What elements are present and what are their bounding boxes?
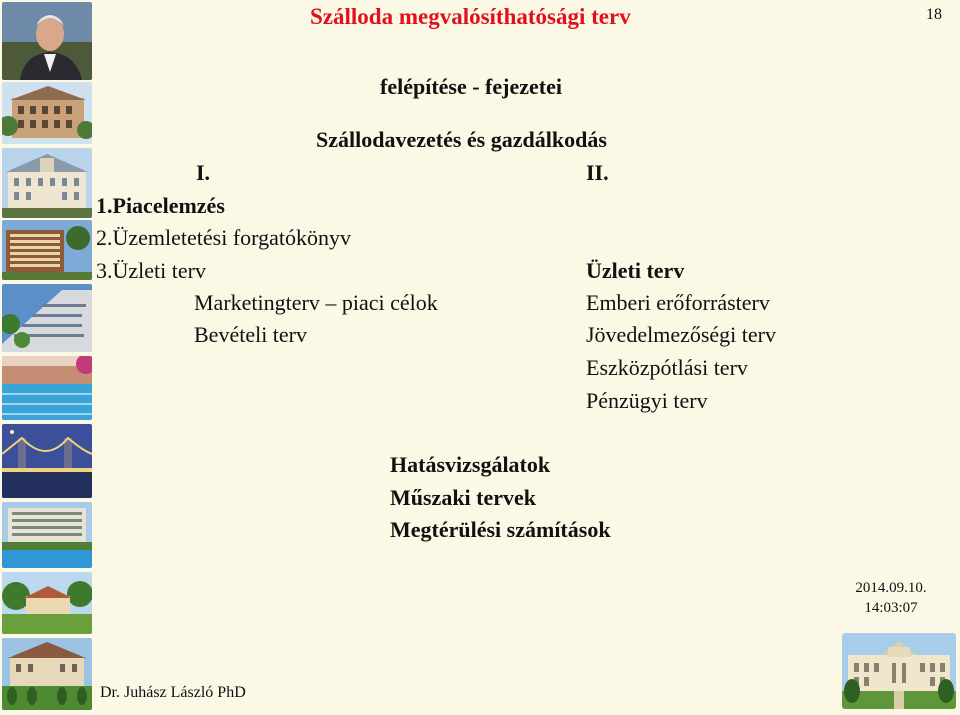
page-number: 18 (926, 6, 942, 23)
time-text: 14:03:07 (864, 600, 918, 616)
column-two-numeral: II. (586, 160, 609, 185)
list-item: Megtérülési számítások (390, 517, 611, 542)
palace-hotel-photo (2, 148, 92, 218)
list-subitem: Bevételi terv (194, 322, 308, 347)
resort-pool-photo (2, 502, 92, 568)
author: Dr. Juhász László PhD (100, 684, 246, 701)
photo-strip (0, 0, 94, 715)
chain-bridge-night-photo (2, 424, 92, 498)
main-heading: Szállodavezetés és gazdálkodás (316, 127, 607, 152)
list-item: 2.Üzemletetési forgatókönyv (96, 225, 351, 250)
list-item: 1.Piacelemzés (96, 193, 225, 218)
portrait-photo (2, 2, 92, 80)
slide-title: Szálloda megvalósíthatósági terv (310, 4, 631, 29)
list-item: Műszaki tervek (390, 485, 537, 510)
pool-photo (2, 356, 92, 420)
list-item: Emberi erőforrásterv (586, 290, 770, 315)
date-text: 2014.09.10. (855, 580, 927, 596)
hotel-terrace-photo (2, 284, 92, 352)
country-manor-photo (2, 572, 92, 634)
subtitle: felépítése - fejezetei (380, 74, 562, 99)
list-item: Eszközpótlási terv (586, 355, 748, 380)
list-item: Pénzügyi terv (586, 388, 708, 413)
timestamp (838, 578, 944, 618)
list-subitem: Marketingterv – piaci célok (194, 290, 438, 315)
manor-garden-photo (2, 638, 92, 710)
list-item: Hatásvizsgálatok (390, 452, 551, 477)
palace-photo (842, 633, 956, 709)
historic-building-photo (2, 82, 92, 144)
list-item: Jövedelmezőségi terv (586, 322, 776, 347)
column-two-heading: Üzleti terv (586, 258, 685, 283)
column-one-numeral: I. (196, 160, 211, 185)
modern-hotel-photo (2, 220, 92, 280)
list-item: 3.Üzleti terv (96, 258, 206, 283)
